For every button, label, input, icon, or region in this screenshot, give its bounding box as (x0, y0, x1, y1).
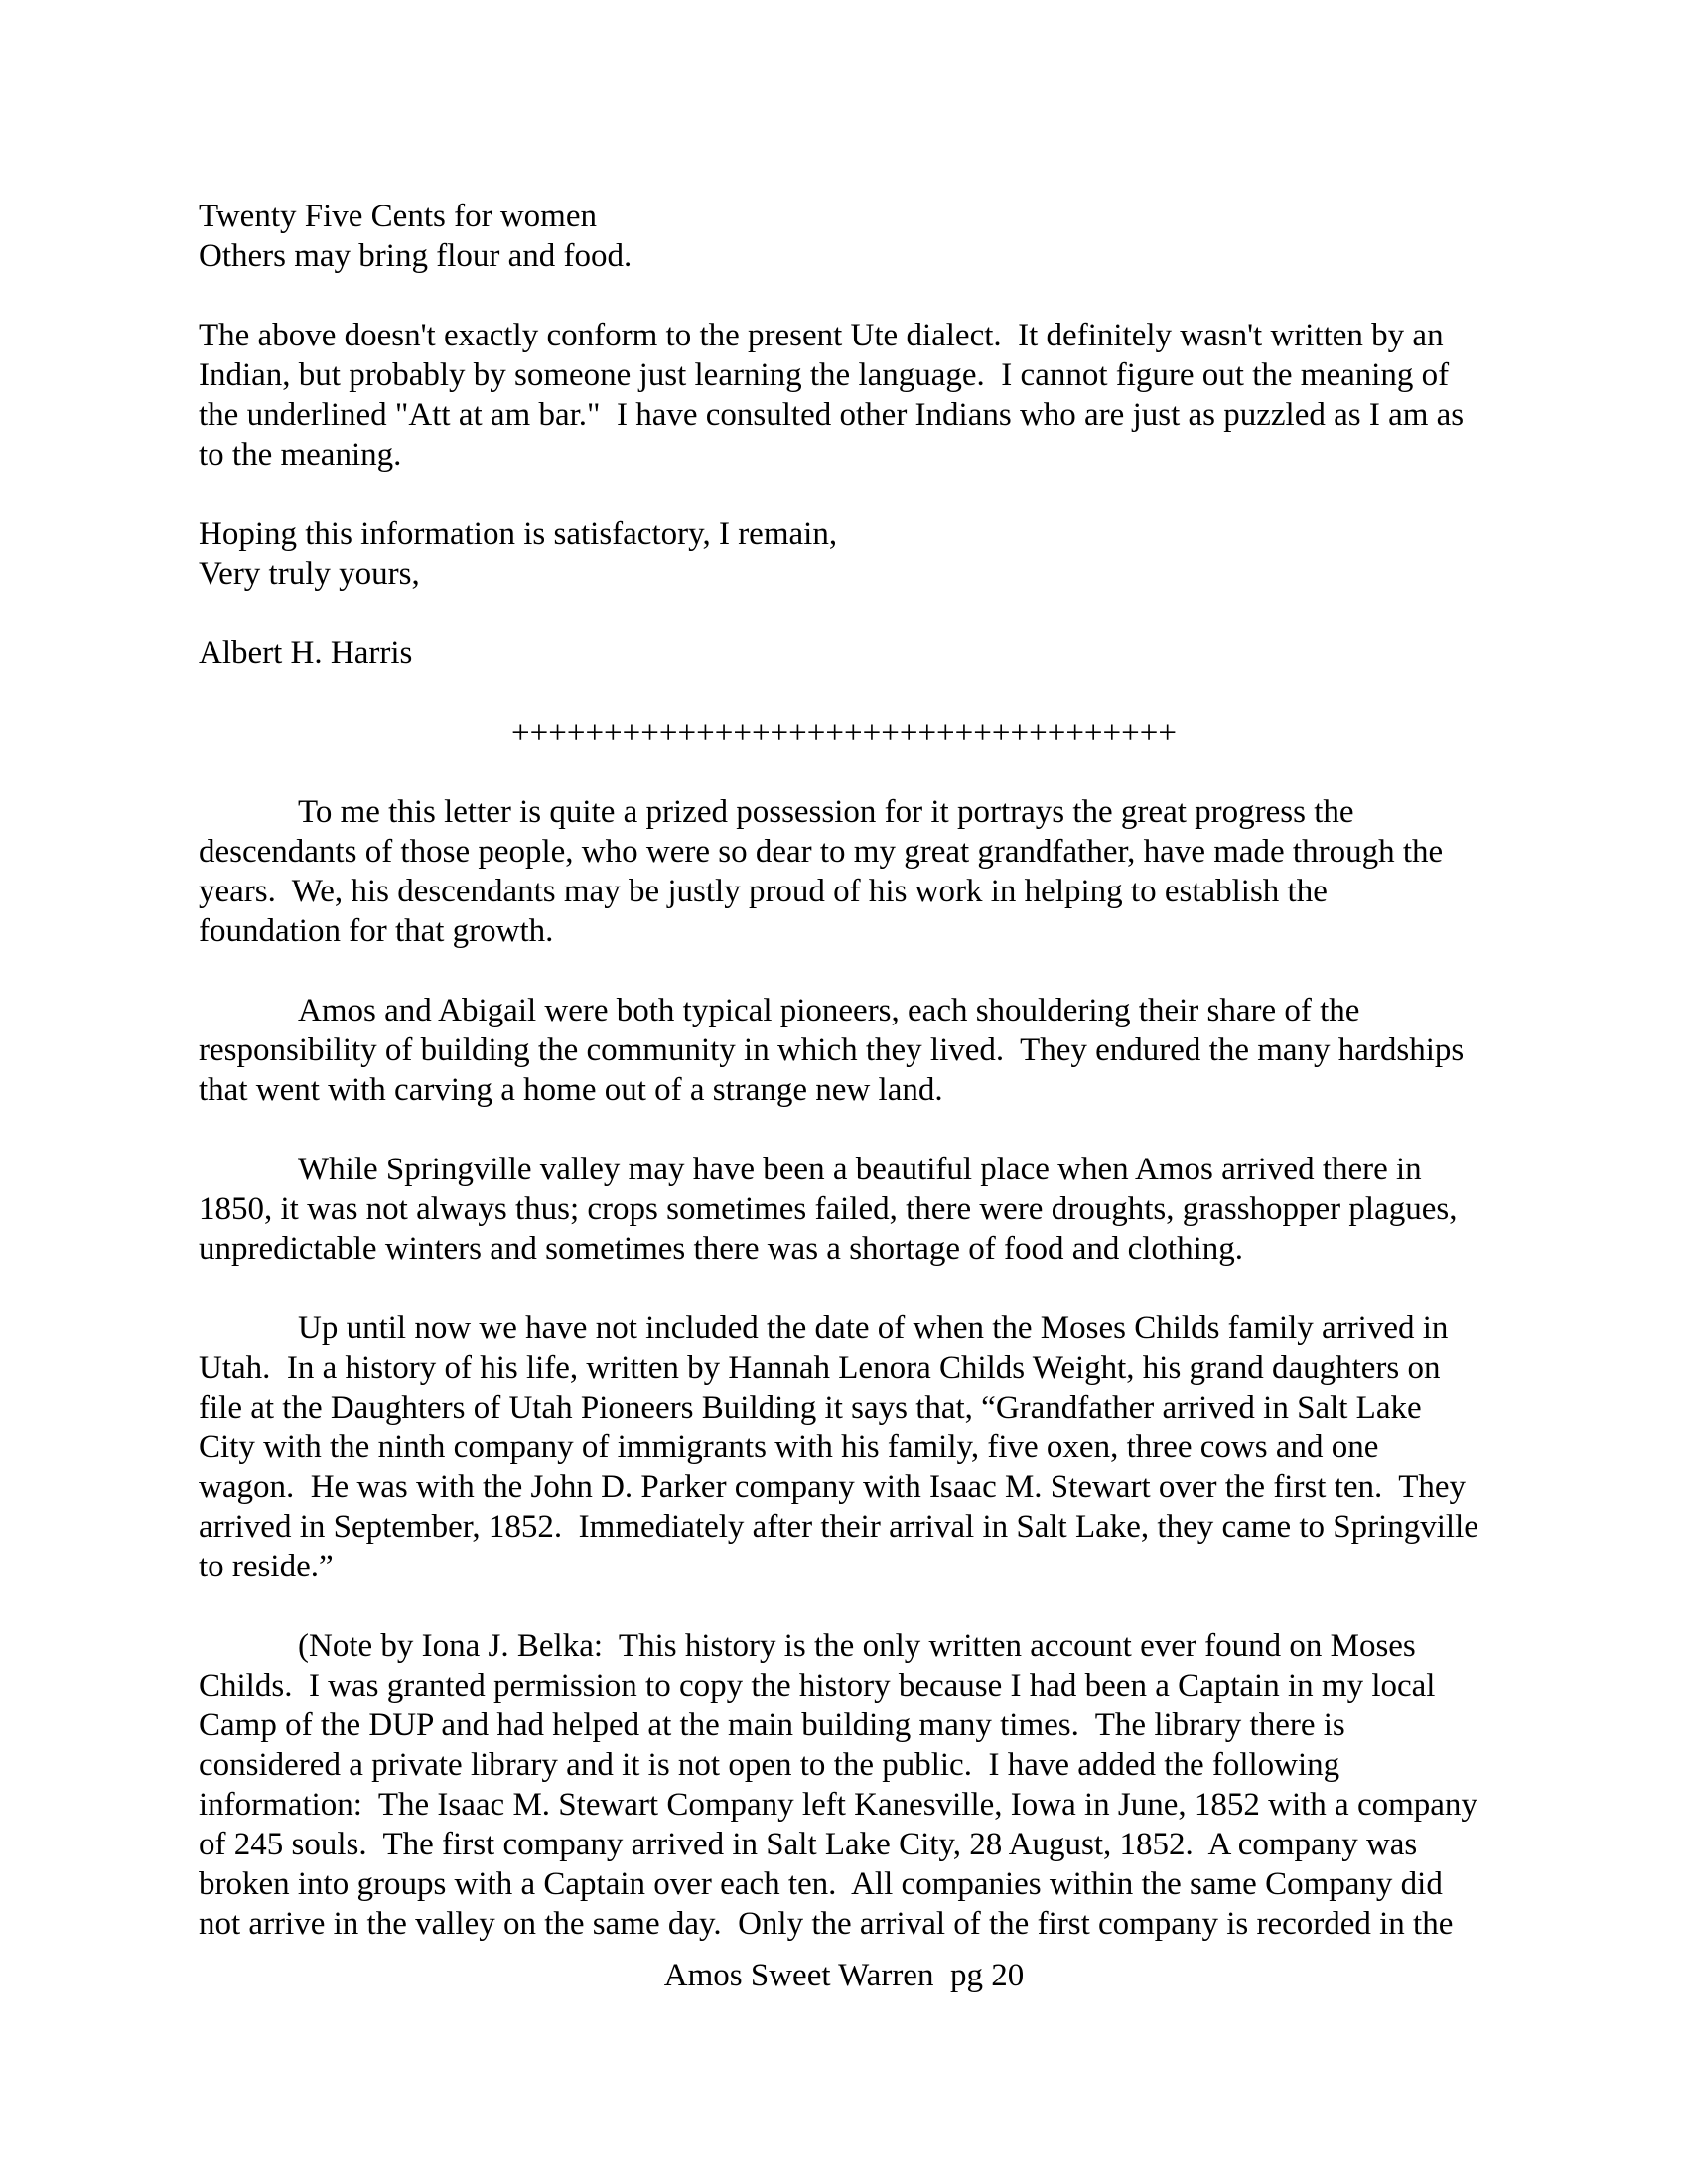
text-line: considered a private library and it is not open to the public. I have added the following (199, 1747, 1340, 1783)
text-line: The above doesn't exactly conform to the present Ute dialect. It definitely wasn't written by an (199, 318, 1444, 353)
paragraph (199, 633, 1489, 673)
text-line: Others may bring flour and food. (199, 238, 633, 274)
text-line: Twenty Five Cents for women (199, 199, 597, 234)
text-line: While Springville valley may have been a beautiful place when Amos arrived there in (298, 1152, 1422, 1187)
text-line: Childs. I was granted permission to copy the history because I had been a Captain in my local (199, 1668, 1436, 1704)
text-line: of 245 souls. The first company arrived in Salt Lake City, 28 August, 1852. A company was (199, 1827, 1418, 1862)
page-footer: Amos Sweet Warren pg 20 (663, 1958, 1025, 1993)
text-line: not arrive in the valley on the same day. Only the arrival of the first company is recorded in the (199, 1906, 1454, 1942)
paragraph (199, 792, 1489, 951)
text-line: Indian, but probably by someone just learning the language. I cannot figure out the meaning of (199, 357, 1450, 393)
text-line: responsibility of building the community in which they lived. They endured the many hardships (199, 1032, 1465, 1068)
paragraph (199, 1626, 1489, 1944)
text-line: Up until now we have not included the date of when the Moses Childs family arrived in (298, 1310, 1449, 1346)
text-line: the underlined "Att at am bar." I have consulted other Indians who are just as puzzled as I am as (199, 397, 1465, 433)
text-line: information: The Isaac M. Stewart Company left Kanesville, Iowa in June, 1852 with a company (199, 1787, 1477, 1823)
text-line: wagon. He was with the John D. Parker company with Isaac M. Stewart over the first ten. They (199, 1469, 1466, 1505)
text-line: foundation for that growth. (199, 913, 554, 949)
text-line: ++++++++++++++++++++++++++++++++++++ (511, 715, 1177, 751)
text-line: file at the Daughters of Utah Pioneers Building it says that, “Grandfather arrived in Salt Lake (199, 1390, 1422, 1426)
text-line: Amos and Abigail were both typical pioneers, each shouldering their share of the (298, 993, 1360, 1028)
document-body (199, 197, 1489, 1983)
text-line: Albert H. Harris (199, 635, 413, 671)
text-line: Very truly yours, (199, 556, 420, 592)
paragraph (199, 991, 1489, 1110)
text-line: unpredictable winters and sometimes there was a shortage of food and clothing. (199, 1231, 1244, 1267)
text-line: Utah. In a history of his life, written by Hannah Lenora Childs Weight, his grand daughters on (199, 1350, 1441, 1386)
text-line: (Note by Iona J. Belka: This history is the only written account ever found on Moses (298, 1628, 1416, 1664)
text-line: descendants of those people, who were so dear to my great grandfather, have made through the (199, 834, 1444, 870)
text-line: arrived in September, 1852. Immediately after their arrival in Salt Lake, they came to Springville (199, 1509, 1478, 1545)
text-line: 1850, it was not always thus; crops sometimes failed, there were droughts, grasshopper plagues, (199, 1191, 1458, 1227)
text-line: broken into groups with a Captain over each ten. All companies within the same Company did (199, 1866, 1443, 1902)
text-line: to the meaning. (199, 437, 402, 473)
text-line: Hoping this information is satisfactory, I remain, (199, 516, 838, 552)
text-line: City with the ninth company of immigrants with his family, five oxen, three cows and one (199, 1430, 1379, 1465)
plus-sign-divider (199, 713, 1489, 752)
text-line: to reside.” (199, 1549, 334, 1584)
paragraph (199, 1150, 1489, 1269)
text-line: that went with carving a home out of a strange new land. (199, 1072, 943, 1108)
text-line: To me this letter is quite a prized possession for it portrays the great progress the (298, 794, 1354, 830)
text-line: Camp of the DUP and had helped at the main building many times. The library there is (199, 1707, 1345, 1743)
paragraph (199, 197, 1489, 276)
paragraph (199, 1308, 1489, 1586)
text-line: years. We, his descendants may be justly proud of his work in helping to establish the (199, 874, 1328, 909)
paragraph (199, 514, 1489, 594)
paragraph (199, 316, 1489, 475)
